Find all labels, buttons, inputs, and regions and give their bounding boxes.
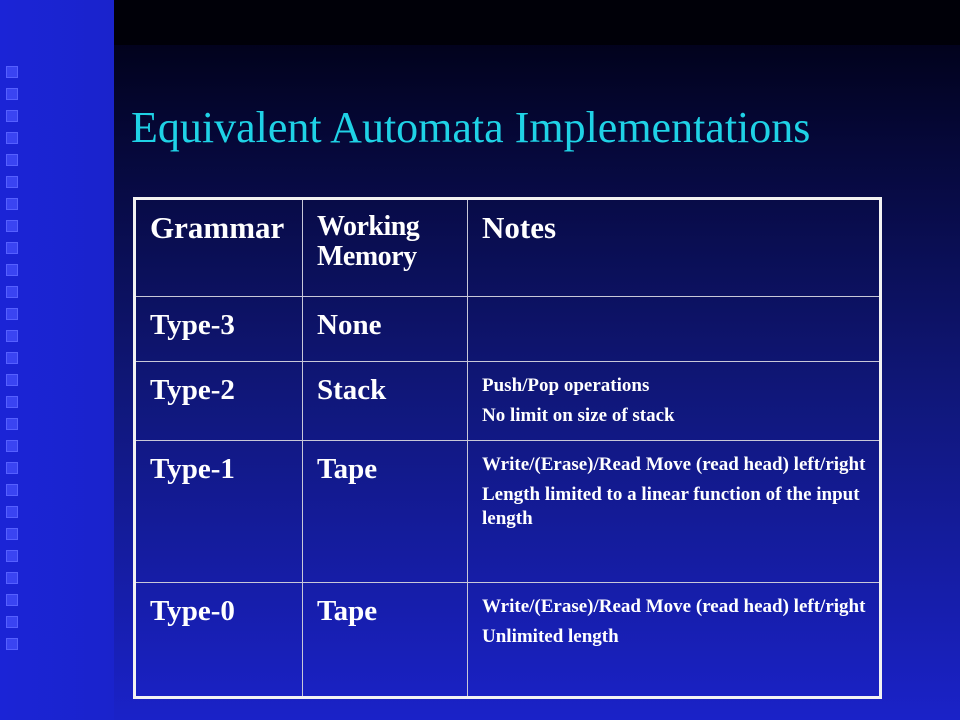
note-item: Write/(Erase)/Read Move (read head) left/right [482,453,866,475]
table-row [135,296,881,361]
deco-square [6,154,18,166]
grammar-cell [135,296,303,361]
deco-square [6,374,18,386]
deco-square [6,88,18,100]
header-notes: Notes [482,210,557,245]
table-row [135,362,881,441]
memory-label: Stack [317,374,387,407]
grammar-label: Type-3 [150,308,235,341]
grammar-cell [135,440,303,582]
automata-table [133,197,882,699]
notes-cell [468,440,881,582]
deco-square [6,638,18,650]
note-item: Unlimited length [482,625,619,647]
deco-square [6,462,18,474]
deco-square [6,330,18,342]
deco-square [6,572,18,584]
left-decorative-strip [0,0,114,720]
top-dark-band [114,0,960,45]
grammar-cell [135,582,303,697]
notes-cell [468,296,881,361]
slide-title: Equivalent Automata Implementations [131,103,811,152]
grammar-label: Type-0 [150,594,235,627]
deco-square [6,132,18,144]
grammar-label: Type-1 [150,452,235,485]
table-header-row [135,199,881,297]
deco-square [6,110,18,122]
deco-square [6,352,18,364]
header-cell-notes [468,199,881,297]
deco-square [6,616,18,628]
memory-cell [303,296,468,361]
deco-square [6,198,18,210]
memory-label: Tape [317,452,378,485]
deco-square [6,66,18,78]
note-item: Push/Pop operations [482,375,650,397]
deco-square [6,484,18,496]
deco-square [6,594,18,606]
table-row [135,440,881,582]
notes-cell [468,582,881,697]
table-row [135,582,881,697]
deco-square [6,418,18,430]
note-item: No limit on size of stack [482,405,675,427]
deco-square [6,396,18,408]
memory-cell [303,362,468,441]
deco-square [6,528,18,540]
decorative-squares [6,66,28,660]
note-item: Length limited to a linear function of the input length [482,483,860,529]
deco-square [6,220,18,232]
memory-cell [303,582,468,697]
deco-square [6,440,18,452]
memory-cell [303,440,468,582]
deco-square [6,286,18,298]
deco-square [6,242,18,254]
header-working-memory: Working Memory [317,211,420,272]
header-grammar: Grammar [150,210,285,245]
memory-label: Tape [317,594,378,627]
deco-square [6,506,18,518]
memory-label: None [317,308,382,341]
deco-square [6,550,18,562]
header-cell-grammar [135,199,303,297]
notes-cell [468,362,881,441]
header-cell-working-memory [303,199,468,297]
grammar-cell [135,362,303,441]
deco-square [6,176,18,188]
deco-square [6,308,18,320]
grammar-label: Type-2 [150,374,235,407]
note-item: Write/(Erase)/Read Move (read head) left/right [482,595,866,617]
deco-square [6,264,18,276]
